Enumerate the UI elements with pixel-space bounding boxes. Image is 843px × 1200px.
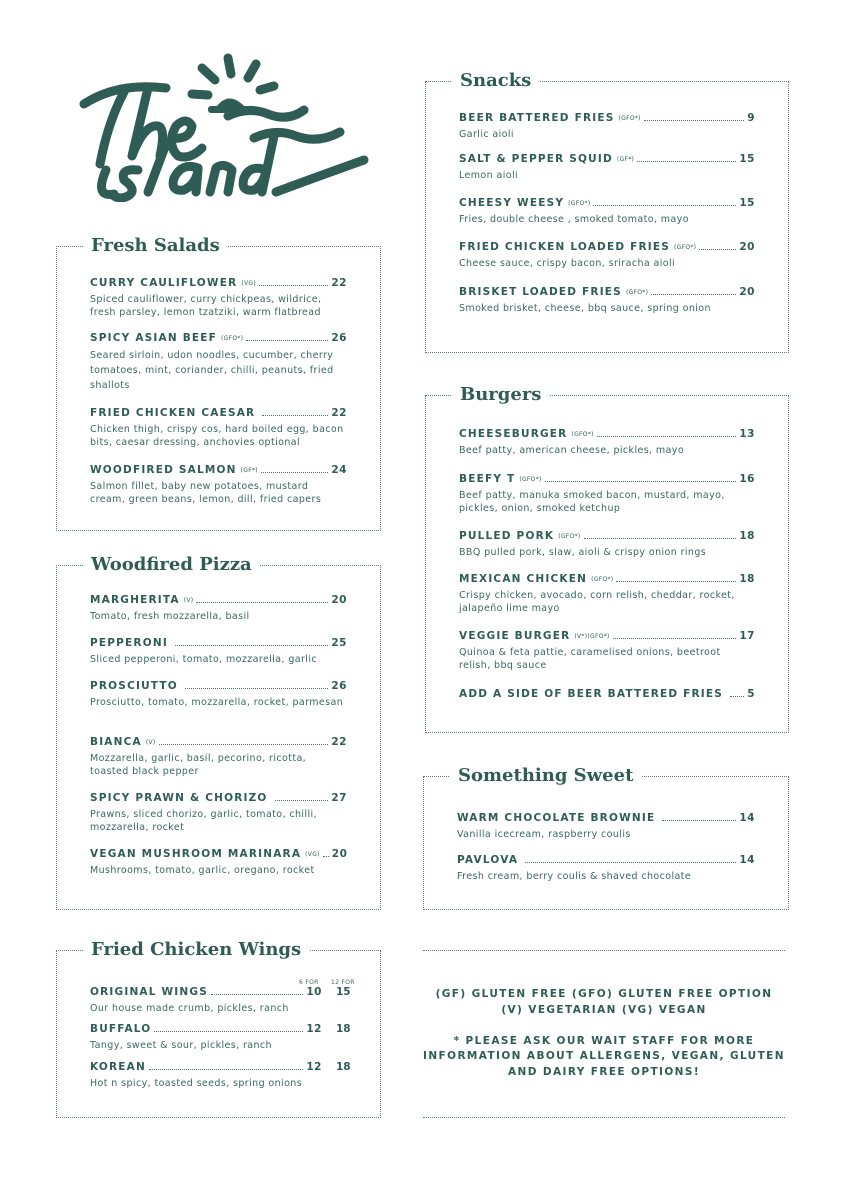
dietary-tag: (GFO*)	[618, 115, 641, 122]
item-description: Vanilla icecream, raspberry coulis	[457, 829, 631, 840]
menu-item	[459, 688, 755, 704]
section-title: Something Sweet	[450, 764, 641, 788]
dietary-tag: (V*)(GFO*)	[574, 633, 610, 640]
dietary-tag: (GFO*)	[519, 476, 542, 483]
item-name: MEXICAN CHICKEN	[459, 573, 588, 585]
item-description: Chicken thigh, crispy cos, hard boiled egg, bacon bits, caesar dressing, anchovies optional	[90, 424, 344, 448]
twelve-piece-price: 18	[336, 1023, 351, 1035]
legend-vegetarian: (V) VEGETARIAN (VG) VEGAN	[501, 1004, 707, 1016]
item-price: 24	[331, 464, 347, 476]
dietary-tag: (V)	[183, 597, 194, 604]
item-name: BUFFALO	[90, 1023, 152, 1035]
menu-item	[90, 277, 347, 319]
item-name: SPICY PRAWN & CHORIZO	[90, 792, 268, 804]
dot-leader	[730, 696, 744, 697]
twelve-for-header: 12 FOR	[331, 979, 355, 986]
menu-item	[459, 473, 755, 515]
dietary-tag: (GFO*)	[221, 335, 244, 342]
legend-gluten: (GF) GLUTEN FREE (GFO) GLUTEN FREE OPTION	[435, 988, 773, 1000]
dot-leader	[261, 472, 328, 473]
dot-leader	[584, 538, 737, 539]
menu-item	[90, 637, 347, 666]
item-name: ADD A SIDE OF BEER BATTERED FRIES	[459, 688, 724, 700]
item-name: BRISKET LOADED FRIES	[459, 286, 622, 298]
menu-item	[459, 153, 755, 182]
item-name: PEPPERONI	[90, 637, 168, 649]
item-description: Crispy chicken, avocado, corn relish, cheddar, rocket, jalapeño lime mayo	[459, 590, 735, 614]
dietary-tag: (GFO*)	[625, 289, 649, 296]
item-name: BEER BATTERED FRIES	[459, 112, 615, 124]
section-title: Burgers	[452, 383, 549, 407]
item-description: Beef patty, manuka smoked bacon, mustard, mayo, pickles, onion, smoked ketchup	[459, 490, 725, 514]
twelve-piece-price: 15	[336, 986, 351, 998]
menu-item	[459, 573, 755, 615]
item-price: 26	[331, 332, 347, 344]
item-description: Prawns, sliced chorizo, garlic, tomato, chilli, mozzarella, rocket	[90, 809, 317, 833]
item-price: 22	[331, 407, 347, 419]
six-for-header: 6 FOR	[299, 979, 319, 986]
item-price: 27	[331, 792, 347, 804]
twelve-piece-price: 18	[336, 1061, 351, 1073]
fried-chicken-wings-section	[56, 939, 381, 1118]
dot-leader	[662, 820, 736, 821]
dot-leader	[323, 856, 329, 857]
item-description: Spiced cauliflower, curry chickpeas, wildrice, fresh parsley, lemon tzatziki, warm flatbread	[90, 294, 322, 318]
item-name: VEGAN MUSHROOM MARINARA	[90, 848, 302, 860]
the-island-logo	[78, 52, 370, 202]
item-description: Hot n spicy, toasted seeds, spring onions	[90, 1078, 303, 1089]
dot-leader	[159, 744, 329, 745]
item-description: Fries, double cheese , smoked tomato, mayo	[459, 214, 689, 225]
dot-leader	[196, 602, 328, 603]
section-title: Snacks	[452, 69, 539, 93]
menu-item	[459, 241, 755, 270]
menu-item	[90, 680, 347, 709]
menu-item	[459, 530, 755, 559]
dot-leader	[525, 862, 736, 863]
item-name: CHEESY WEESY	[459, 197, 565, 209]
menu-item	[90, 848, 347, 877]
item-description: Our house made crumb, pickles, ranch	[90, 1003, 289, 1014]
item-description: Quinoa & feta pattie, caramelised onions, beetroot relish, bbq sauce	[459, 647, 721, 671]
dot-leader	[275, 800, 329, 801]
dot-leader	[597, 436, 737, 437]
item-name: CURRY CAULIFLOWER	[90, 277, 238, 289]
dietary-tag: (GFO*)	[674, 244, 697, 251]
dietary-tag: (GF*)	[240, 467, 258, 474]
menu-item	[459, 428, 755, 457]
item-name: PROSCIUTTO	[90, 680, 178, 692]
menu-item	[90, 332, 347, 393]
item-description: Salmon fillet, baby new potatoes, mustard cream, green beans, lemon, dill, fried capers	[90, 481, 322, 505]
item-price: 15	[739, 153, 755, 165]
menu-item	[90, 1023, 350, 1052]
dot-leader	[613, 638, 737, 639]
woodfired-pizza-section	[56, 554, 381, 910]
item-description: Prosciutto, tomato, mozzarella, rocket, parmesan	[90, 697, 344, 708]
item-price: 5	[747, 688, 755, 700]
menu-item	[90, 407, 347, 449]
item-name: PAVLOVA	[457, 854, 519, 866]
item-description: Sliced pepperoni, tomato, mozzarella, garlic	[90, 654, 318, 665]
menu-item	[459, 112, 755, 141]
item-price: 18	[739, 573, 755, 585]
item-description: Mushrooms, tomato, garlic, oregano, rocket	[90, 865, 315, 876]
item-price: 17	[739, 630, 755, 642]
item-price: 25	[331, 637, 347, 649]
menu-item	[459, 197, 755, 226]
item-description: Lemon aioli	[459, 170, 519, 181]
menu-item	[90, 986, 350, 1015]
item-price: 22	[331, 277, 347, 289]
item-name: PULLED PORK	[459, 530, 555, 542]
item-price: 13	[739, 428, 755, 440]
dot-leader	[246, 340, 328, 341]
dot-leader	[175, 645, 328, 646]
item-name: KOREAN	[90, 1061, 146, 1073]
item-name: FRIED CHICKEN LOADED FRIES	[459, 241, 671, 253]
dietary-legend	[423, 950, 785, 1118]
dietary-tag: (VG)	[305, 851, 320, 858]
item-name: ORIGINAL WINGS	[90, 986, 208, 998]
dot-leader	[651, 294, 736, 295]
item-name: FRIED CHICKEN CAESAR	[90, 407, 256, 419]
item-price: 20	[739, 241, 755, 253]
item-price: 22	[331, 736, 347, 748]
dot-leader	[593, 205, 736, 206]
allergen-note-line-1: * PLEASE ASK OUR WAIT STAFF FOR MORE	[453, 1035, 755, 1047]
item-name: WARM CHOCOLATE BROWNIE	[457, 812, 656, 824]
dietary-tag: (GFO*)	[558, 533, 581, 540]
item-price: 26	[331, 680, 347, 692]
item-price: 14	[739, 854, 755, 866]
item-price: 18	[739, 530, 755, 542]
dot-leader	[637, 161, 736, 162]
dietary-tag: (GFO*)	[591, 576, 614, 583]
menu-item	[459, 286, 755, 315]
item-price: 20	[331, 594, 347, 606]
item-description: BBQ pulled pork, slaw, aioli & crispy onion rings	[459, 547, 707, 558]
item-price: 15	[739, 197, 755, 209]
item-name: MARGHERITA	[90, 594, 180, 606]
dot-leader	[185, 688, 328, 689]
dietary-tag: (GF*)	[616, 156, 635, 163]
dietary-tag: (GFO*)	[571, 431, 594, 438]
item-name: BIANCA	[90, 736, 142, 748]
allergen-note-line-3: AND DAIRY FREE OPTIONS!	[507, 1066, 701, 1078]
item-name: SALT & PEPPER SQUID	[459, 153, 613, 165]
item-description: Beef patty, american cheese, pickles, mayo	[459, 445, 685, 456]
item-description: Seared sirloin, udon noodles, cucumber, cherry tomatoes, mint, coriander, chilli, peanuts, fried shallots	[90, 350, 334, 391]
dot-leader	[644, 120, 744, 121]
item-name: SPICY ASIAN BEEF	[90, 332, 218, 344]
something-sweet-section	[423, 765, 789, 910]
six-piece-price: 12	[306, 1023, 322, 1035]
dot-leader	[262, 415, 328, 416]
item-description: Tangy, sweet & sour, pickles, ranch	[90, 1040, 272, 1051]
item-description: Fresh cream, berry coulis & shaved chocolate	[457, 871, 692, 882]
section-title: Fresh Salads	[83, 234, 228, 258]
menu-item	[459, 630, 755, 672]
dietary-tag: (VG)	[241, 280, 257, 287]
item-description: Mozzarella, garlic, basil, pecorino, ricotta, toasted black pepper	[90, 753, 307, 777]
allergen-note-line-2: INFORMATION ABOUT ALLERGENS, VEGAN, GLUTEN	[423, 1050, 785, 1062]
menu-item	[90, 594, 347, 623]
item-description: Tomato, fresh mozzarella, basil	[90, 611, 250, 622]
burgers-section	[425, 384, 789, 733]
menu-item	[90, 792, 347, 834]
menu-item	[457, 812, 755, 841]
item-name: CHEESEBURGER	[459, 428, 568, 440]
section-title: Woodfired Pizza	[83, 553, 260, 577]
item-price: 20	[739, 286, 755, 298]
section-title: Fried Chicken Wings	[83, 938, 309, 962]
six-piece-price: 12	[306, 1061, 322, 1073]
item-description: Garlic aioli	[459, 129, 514, 140]
item-price: 20	[331, 848, 348, 860]
fresh-salads-section	[56, 235, 381, 531]
dot-leader	[259, 285, 328, 286]
item-description: Smoked brisket, cheese, bbq sauce, spring onion	[459, 303, 711, 314]
dietary-tag: (V)	[145, 739, 156, 746]
item-name: BEEFY T	[459, 473, 516, 485]
item-name: VEGGIE BURGER	[459, 630, 571, 642]
menu-item	[90, 736, 347, 778]
dot-leader	[616, 581, 736, 582]
menu-item	[90, 1061, 350, 1090]
dietary-tag: (GFO*)	[568, 200, 591, 207]
menu-item	[457, 854, 755, 883]
dot-leader	[149, 1069, 303, 1070]
menu-item	[90, 464, 347, 506]
item-price: 9	[747, 112, 755, 124]
item-price: 16	[739, 473, 755, 485]
dot-leader	[545, 481, 737, 482]
snacks-section	[425, 70, 789, 353]
six-piece-price: 10	[306, 986, 322, 998]
item-description: Cheese sauce, crispy bacon, sriracha aioli	[459, 258, 676, 269]
item-price: 14	[739, 812, 755, 824]
item-name: WOODFIRED SALMON	[90, 464, 237, 476]
dot-leader	[211, 994, 303, 995]
dot-leader	[154, 1031, 303, 1032]
dot-leader	[699, 249, 736, 250]
